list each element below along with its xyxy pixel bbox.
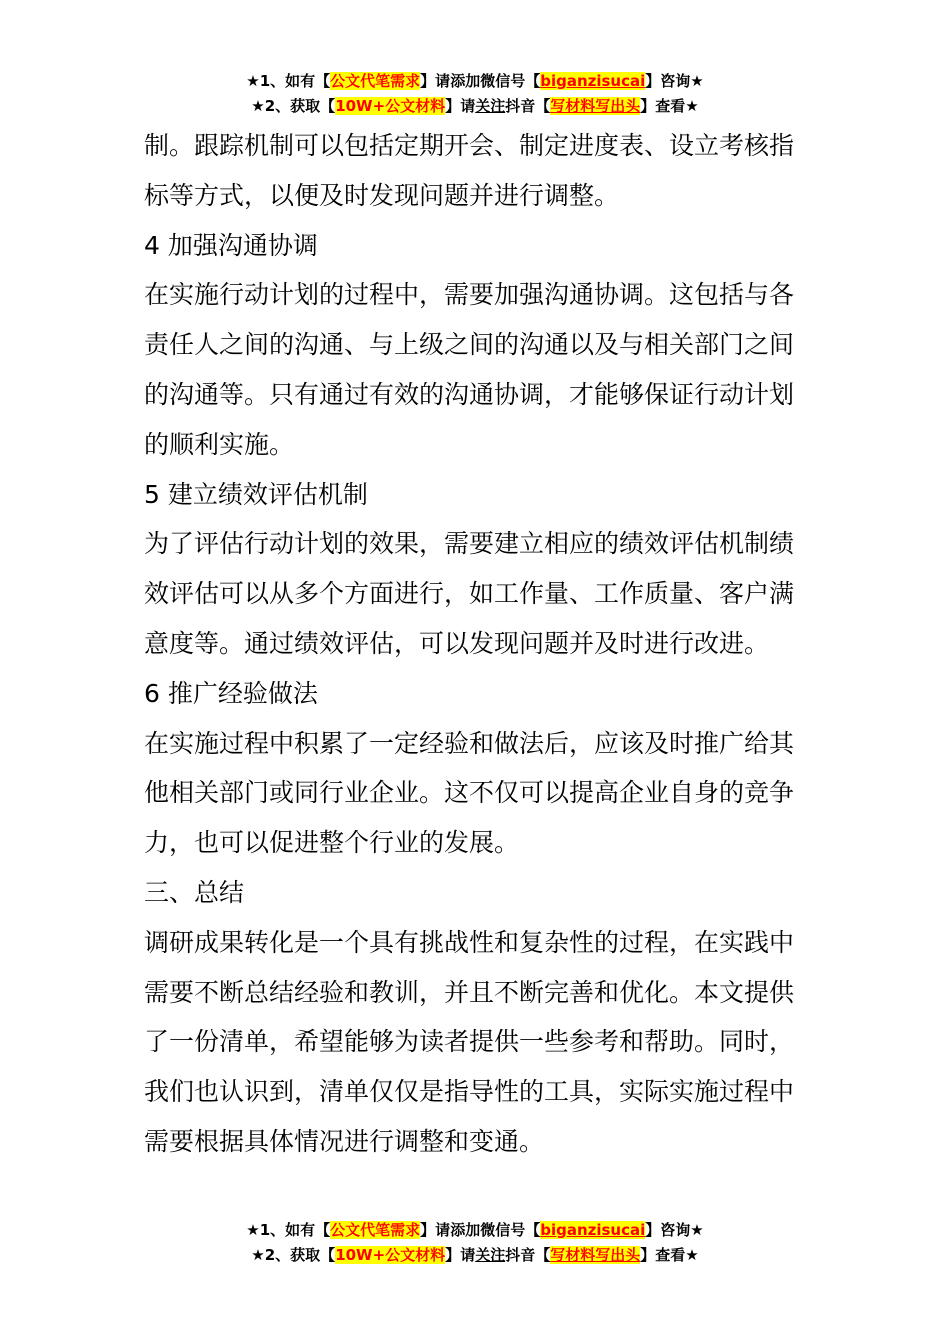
footer-highlight-materials: 10W+公文材料	[335, 1246, 446, 1264]
highlight-materials: 10W+公文材料	[335, 97, 446, 115]
douyin-account-link[interactable]: 写材料写出头	[550, 97, 641, 115]
header-banner	[0, 69, 950, 119]
footer-banner-line-2: ★2、获取【10W+公文材料】请关注抖音【写材料写出头】查看★	[251, 1246, 699, 1264]
paragraph-tracking: 制。跟踪机制可以包括定期开会、制定进度表、设立考核指标等方式，以便及时发现问题并进行调整。	[144, 131, 795, 210]
heading-communication: 4 加强沟通协调	[144, 230, 318, 260]
footer-banner-line-1: ★1、如有【公文代笔需求】请添加微信号【biganzisucai】咨询★	[246, 1221, 704, 1239]
heading-summary: 三、总结	[144, 877, 245, 907]
paragraph-communication: 在实施行动计划的过程中，需要加强沟通协调。这包括与各责任人之间的沟通、与上级之间的沟通以及与相关部门之间的沟通等。只有通过有效的沟通协调，才能够保证行动计划的顺利实施。	[144, 280, 795, 459]
banner-line-2: ★2、获取【10W+公文材料】请关注抖音【写材料写出头】查看★	[251, 97, 699, 115]
paragraph-performance: 为了评估行动计划的效果，需要建立相应的绩效评估机制绩效评估可以从多个方面进行，如工作量、工作质量、客户满意度等。通过绩效评估，可以发现问题并及时进行改进。	[144, 529, 795, 658]
paragraph-promotion: 在实施过程中积累了一定经验和做法后，应该及时推广给其他相关部门或同行业企业。这不仅可以提高企业自身的竞争力，也可以促进整个行业的发展。	[144, 728, 795, 858]
highlight-ghostwriting: 公文代笔需求	[330, 72, 421, 90]
footer-banner	[0, 1218, 950, 1268]
wechat-id-link[interactable]: biganzisucai	[540, 72, 646, 90]
heading-performance: 5 建立绩效评估机制	[144, 479, 368, 509]
document-body	[144, 121, 810, 1167]
banner-line-1: ★1、如有【公文代笔需求】请添加微信号【biganzisucai】咨询★	[246, 72, 704, 90]
footer-highlight-ghostwriting: 公文代笔需求	[330, 1221, 421, 1239]
heading-promotion: 6 推广经验做法	[144, 678, 318, 708]
footer-wechat-id-link[interactable]: biganzisucai	[540, 1221, 646, 1239]
footer-douyin-account-link[interactable]: 写材料写出头	[550, 1246, 641, 1264]
paragraph-summary: 调研成果转化是一个具有挑战性和复杂性的过程，在实践中需要不断总结经验和教训，并且不断完善和优化。本文提供了一份清单，希望能够为读者提供一些参考和帮助。同时，我们也认识到，清单仅仅是指导性的工具，实际实施过程中需要根据具体情况进行调整和变通。	[144, 927, 795, 1156]
